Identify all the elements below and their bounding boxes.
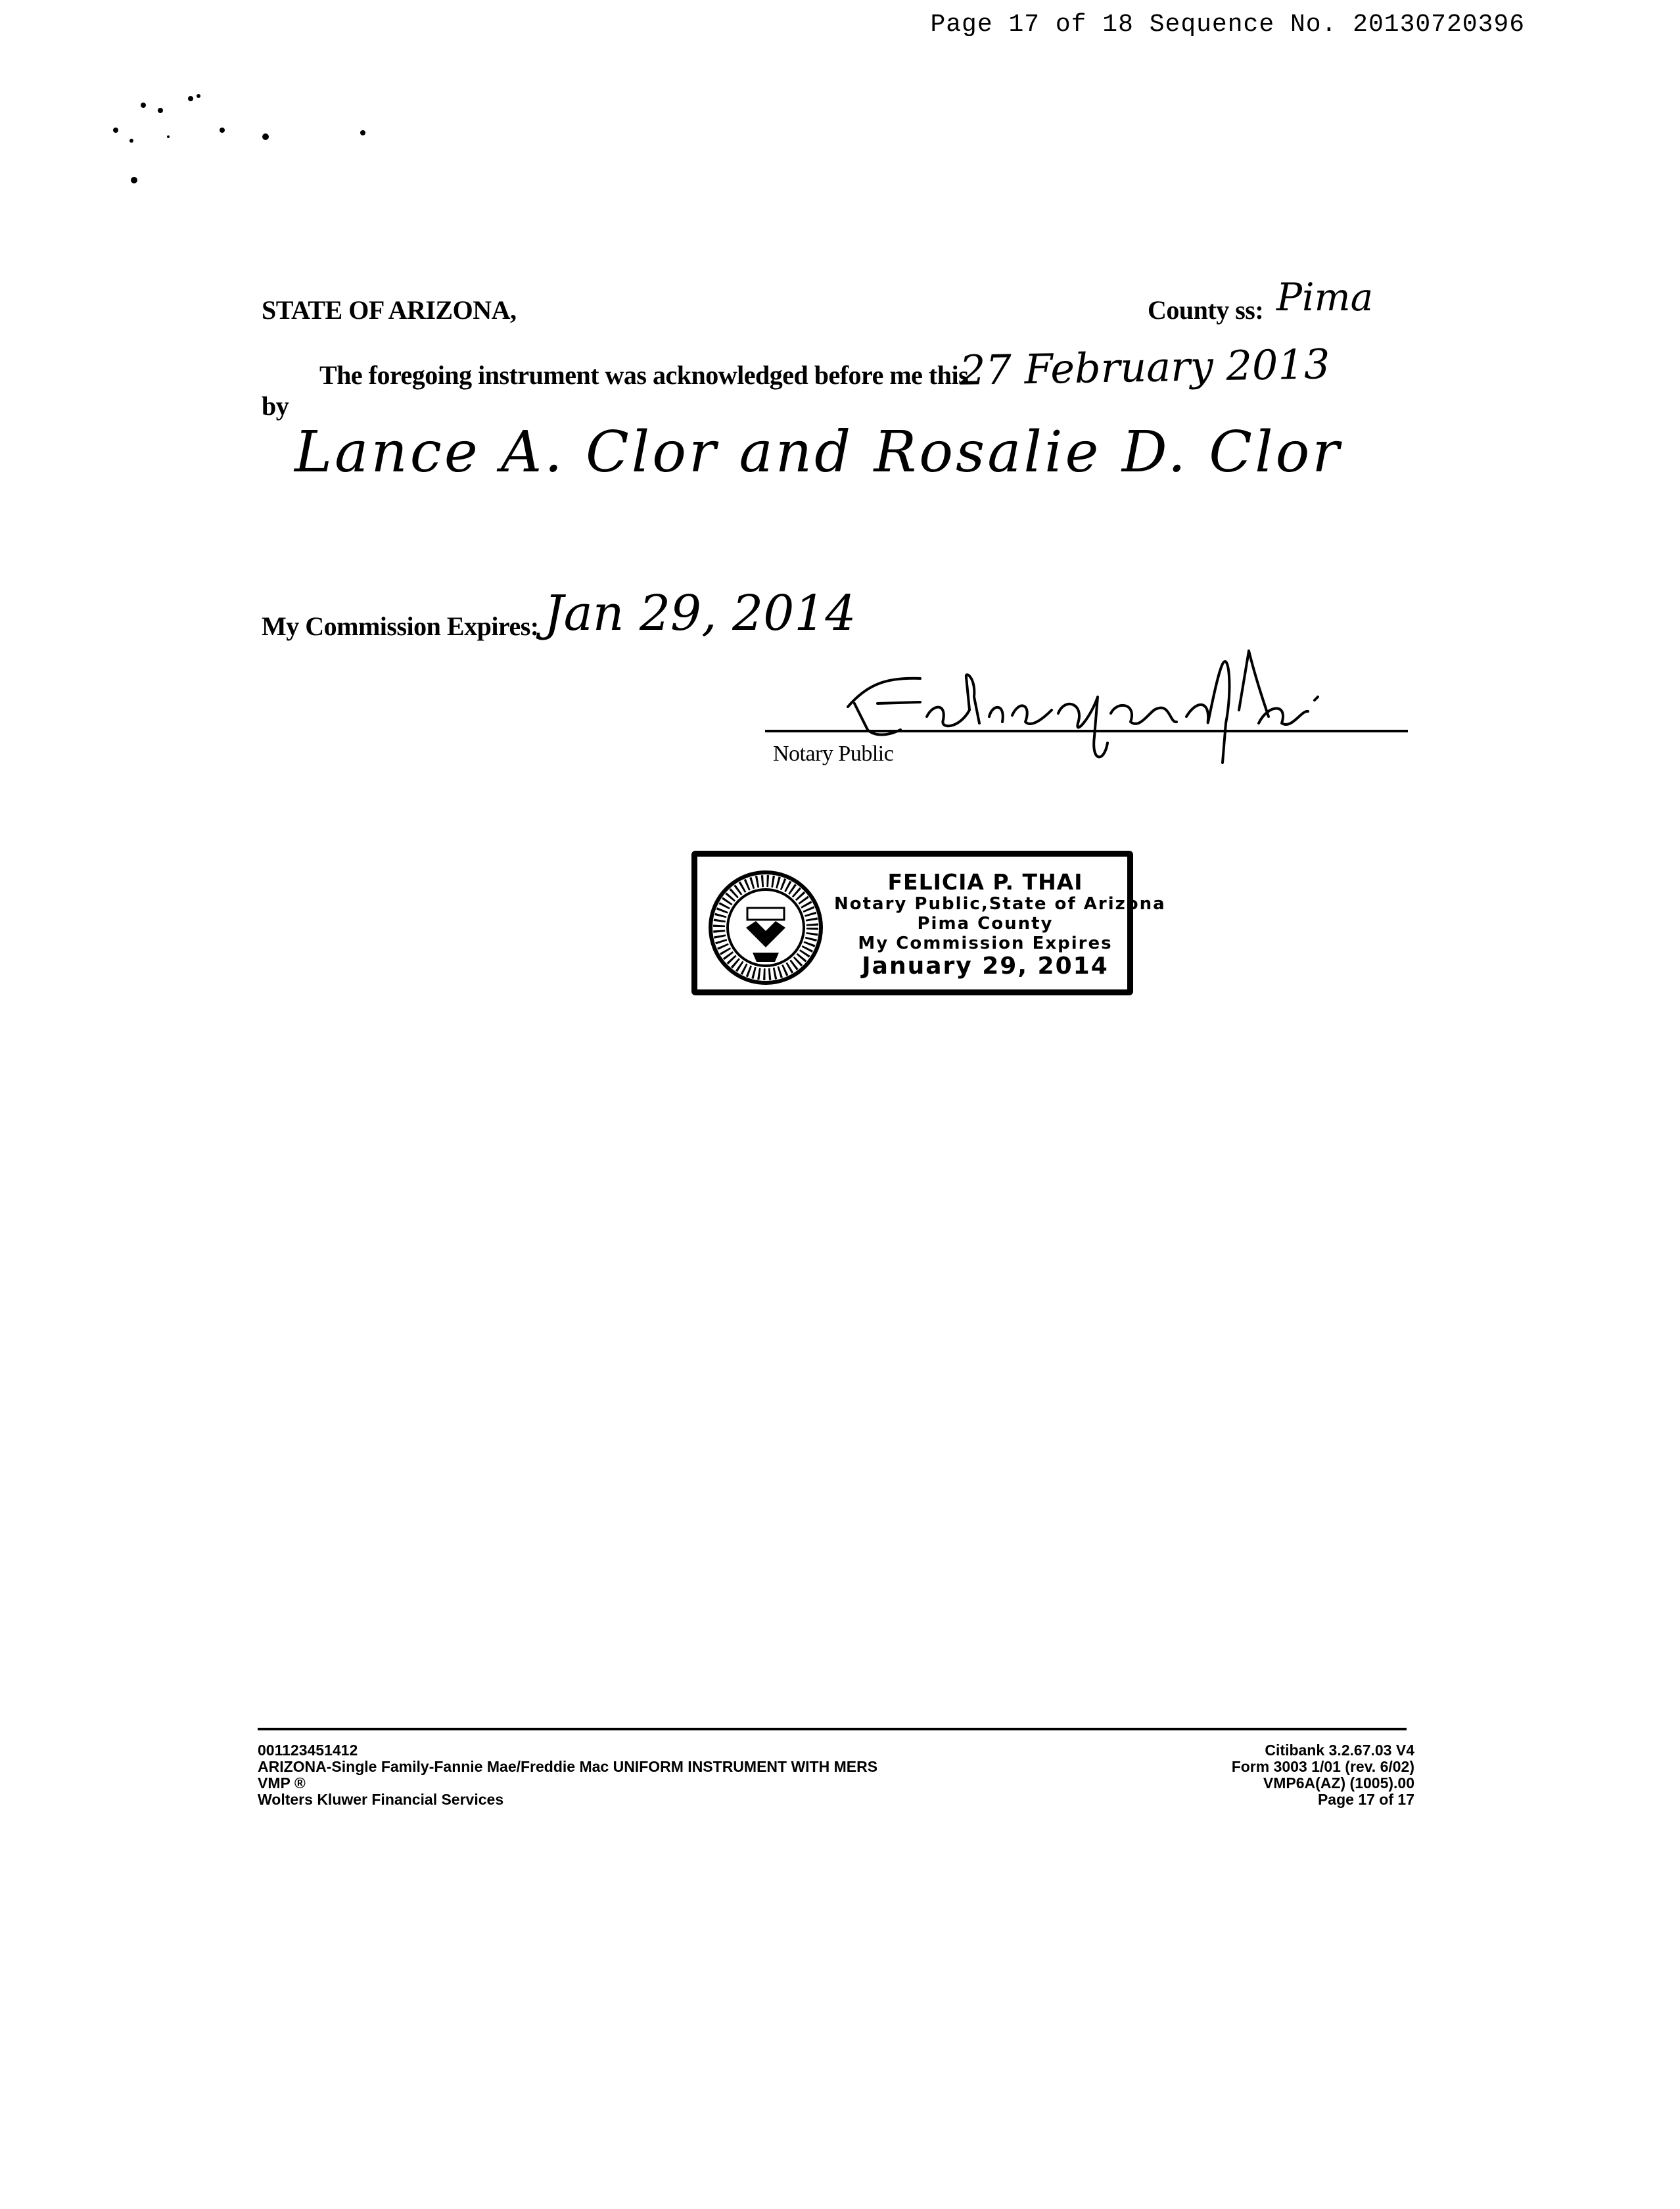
footer-vmp-code: VMP6A(AZ) (1005).00 (1263, 1774, 1414, 1792)
footer-publisher: Wolters Kluwer Financial Services (258, 1791, 504, 1808)
stamp-notary-name: FELICIA P. THAI (887, 869, 1083, 895)
commission-expires-label: My Commission Expires: (262, 611, 539, 641)
notary-public-caption: Notary Public (773, 742, 894, 766)
scan-specks (0, 0, 1680, 329)
stamp-line-commission: My Commission Expires (858, 934, 1113, 953)
names-handwritten: Lance A. Clor and Rosalie D. Clor (294, 419, 1342, 485)
footer-page-number: Page 17 of 17 (1317, 1791, 1414, 1808)
footer-rule (258, 1728, 1407, 1730)
date-handwritten: 27 February 2013 (959, 340, 1330, 394)
county-label: County ss: (1148, 295, 1264, 325)
acknowledgment-text: The foregoing instrument was acknowledged before me this (319, 360, 969, 390)
footer-loan-number: 001123451412 (258, 1742, 358, 1759)
stamp-line-state: Notary Public,State of Arizona (834, 894, 1166, 914)
footer-form-title: ARIZONA-Single Family-Fannie Mae/Freddie Mac UNIFORM INSTRUMENT WITH MERS (258, 1758, 878, 1775)
footer-right-block (1232, 1742, 1414, 1808)
footer-form-number: Form 3003 1/01 (rev. 6/02) (1231, 1758, 1414, 1775)
county-handwritten: Pima (1276, 275, 1374, 320)
stamp-line-county: Pima County (917, 914, 1054, 934)
footer-left-block (258, 1742, 877, 1808)
signature-line (765, 730, 1408, 732)
footer-lender-version: Citibank 3.2.67.03 V4 (1265, 1742, 1414, 1759)
by-label: by (262, 391, 289, 421)
notary-stamp (691, 851, 1166, 995)
state-label: STATE OF ARIZONA, (262, 295, 517, 325)
arizona-seal-icon (707, 868, 825, 987)
notary-signature (828, 638, 1354, 769)
stamp-text-block (834, 869, 1166, 980)
stamp-expiry-date: January 29, 2014 (862, 953, 1109, 980)
page-sequence-header: Page 17 of 18 Sequence No. 20130720396 (930, 11, 1525, 39)
commission-expires-handwritten: Jan 29, 2014 (544, 585, 856, 642)
footer-vmp: VMP ® (258, 1774, 306, 1792)
